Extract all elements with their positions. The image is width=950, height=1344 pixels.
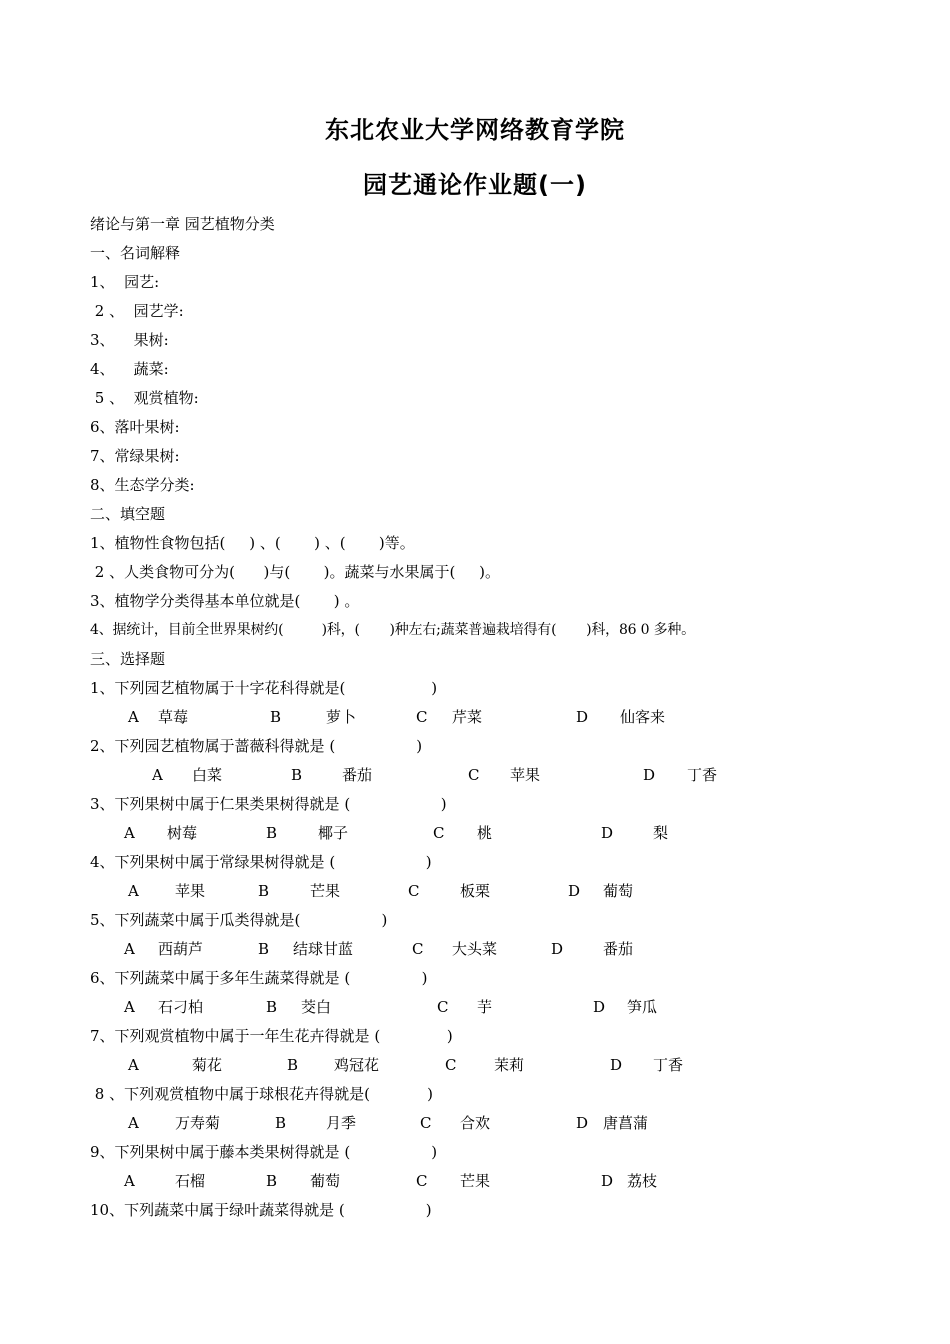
option-letter: D	[576, 1114, 589, 1132]
option-letter: D	[568, 882, 581, 900]
option-text: 笋瓜	[627, 998, 658, 1016]
option-letter: C	[416, 708, 428, 726]
question-text: 10、下列蔬菜中属于绿叶蔬菜得就是 ( )	[90, 1201, 432, 1219]
option-letter: C	[433, 824, 445, 842]
option-letter: B	[266, 1172, 278, 1190]
option-text: 苹果	[175, 882, 206, 900]
fill-blank-item: 2 、人类食物可分为( )与( )。蔬菜与水果属于( )。	[90, 563, 501, 581]
option-text: 茉莉	[494, 1056, 525, 1074]
option-letter: B	[258, 940, 270, 958]
option-text: 梨	[653, 824, 669, 842]
definition-item: 3、 果树:	[90, 331, 169, 349]
option-letter: B	[266, 998, 278, 1016]
definition-item: 4、 蔬菜:	[90, 360, 169, 378]
option-text: 番茄	[342, 766, 373, 784]
question-text: 3、下列果树中属于仁果类果树得就是 ( )	[90, 795, 447, 813]
option-text: 万寿菊	[175, 1114, 221, 1132]
option-text: 月季	[326, 1114, 357, 1132]
option-text: 芋	[477, 998, 493, 1016]
definition-item: 6、落叶果树:	[90, 418, 180, 436]
section-heading-definitions: 一、名词解释	[90, 244, 181, 262]
option-text: 番茄	[603, 940, 634, 958]
option-text: 茭白	[301, 998, 332, 1016]
definition-item: 5 、 观赏植物:	[90, 389, 199, 407]
option-text: 结球甘蓝	[293, 940, 354, 958]
option-text: 萝卜	[326, 708, 357, 726]
option-letter: A	[128, 708, 139, 726]
section-heading-multiple-choice: 三、选择题	[90, 650, 166, 668]
option-text: 大头菜	[452, 940, 498, 958]
option-letter: C	[416, 1172, 428, 1190]
option-letter: A	[152, 766, 163, 784]
chapter-heading: 绪论与第一章 园艺植物分类	[90, 215, 275, 233]
question-text: 7、下列观赏植物中属于一年生花卉得就是 ( )	[90, 1027, 453, 1045]
question-text: 5、下列蔬菜中属于瓜类得就是( )	[90, 911, 388, 929]
option-letter: D	[601, 1172, 614, 1190]
option-letter: D	[610, 1056, 623, 1074]
option-letter: C	[420, 1114, 432, 1132]
option-text: 白菜	[192, 766, 223, 784]
definition-item: 1、 园艺:	[90, 273, 160, 291]
option-text: 苹果	[510, 766, 541, 784]
document-subtitle: 园艺通论作业题(一)	[363, 171, 587, 199]
fill-blank-item: 4、据统计，目前全世界果树约( )科，( )种左右;蔬菜普遍栽培得有( )科，86 0 多种。	[90, 622, 695, 638]
option-text: 石榴	[175, 1172, 206, 1190]
option-letter: A	[128, 1114, 139, 1132]
option-text: 芒果	[460, 1172, 491, 1190]
definition-item: 2 、 园艺学:	[90, 302, 184, 320]
option-letter: A	[124, 1172, 135, 1190]
option-text: 荔枝	[627, 1172, 658, 1190]
option-text: 鸡冠花	[334, 1056, 380, 1074]
option-text: 桃	[477, 824, 493, 842]
question-text: 9、下列果树中属于藤本类果树得就是 ( )	[90, 1143, 438, 1161]
document-title: 东北农业大学网络教育学院	[325, 116, 625, 144]
question-text: 4、下列果树中属于常绿果树得就是 ( )	[90, 853, 432, 871]
option-text: 椰子	[318, 824, 349, 842]
option-text: 唐菖蒲	[603, 1114, 649, 1132]
fill-blank-item: 1、植物性食物包括( ) 、( ) 、( )等。	[90, 534, 415, 552]
option-letter: A	[124, 824, 135, 842]
option-letter: B	[291, 766, 303, 784]
option-text: 葡萄	[310, 1172, 341, 1190]
option-letter: D	[593, 998, 606, 1016]
option-text: 树莓	[167, 824, 198, 842]
option-letter: A	[128, 882, 139, 900]
option-letter: B	[266, 824, 278, 842]
question-text: 2、下列园艺植物属于蔷薇科得就是 ( )	[90, 737, 423, 755]
option-text: 西葫芦	[158, 940, 204, 958]
option-letter: D	[643, 766, 656, 784]
option-text: 葡萄	[603, 882, 634, 900]
section-heading-fill-blank: 二、填空题	[90, 505, 166, 523]
option-letter: A	[124, 998, 135, 1016]
question-text: 1、下列园艺植物属于十字花科得就是( )	[90, 679, 438, 697]
option-text: 丁香	[653, 1056, 684, 1074]
option-text: 菊花	[192, 1056, 223, 1074]
option-text: 板栗	[460, 882, 491, 900]
fill-blank-item: 3、植物学分类得基本单位就是( ) 。	[90, 592, 360, 610]
question-text: 6、下列蔬菜中属于多年生蔬菜得就是 ( )	[90, 969, 428, 987]
option-text: 仙客来	[620, 708, 666, 726]
option-letter: A	[128, 1056, 139, 1074]
option-letter: D	[576, 708, 589, 726]
option-letter: C	[408, 882, 420, 900]
definition-item: 8、生态学分类:	[90, 476, 195, 494]
option-text: 芒果	[310, 882, 341, 900]
option-text: 草莓	[158, 708, 189, 726]
option-letter: C	[445, 1056, 457, 1074]
option-letter: B	[258, 882, 270, 900]
option-letter: C	[468, 766, 480, 784]
option-letter: D	[601, 824, 614, 842]
option-text: 合欢	[460, 1114, 491, 1132]
option-letter: B	[270, 708, 282, 726]
definition-item: 7、常绿果树:	[90, 447, 180, 465]
option-text: 丁香	[687, 766, 718, 784]
option-letter: B	[287, 1056, 299, 1074]
question-text: 8 、下列观赏植物中属于球根花卉得就是( )	[90, 1085, 434, 1103]
option-text: 石刁柏	[158, 998, 204, 1016]
option-letter: C	[412, 940, 424, 958]
option-letter: D	[551, 940, 564, 958]
option-letter: A	[124, 940, 135, 958]
option-letter: B	[275, 1114, 287, 1132]
option-letter: C	[437, 998, 449, 1016]
option-text: 芹菜	[452, 708, 483, 726]
